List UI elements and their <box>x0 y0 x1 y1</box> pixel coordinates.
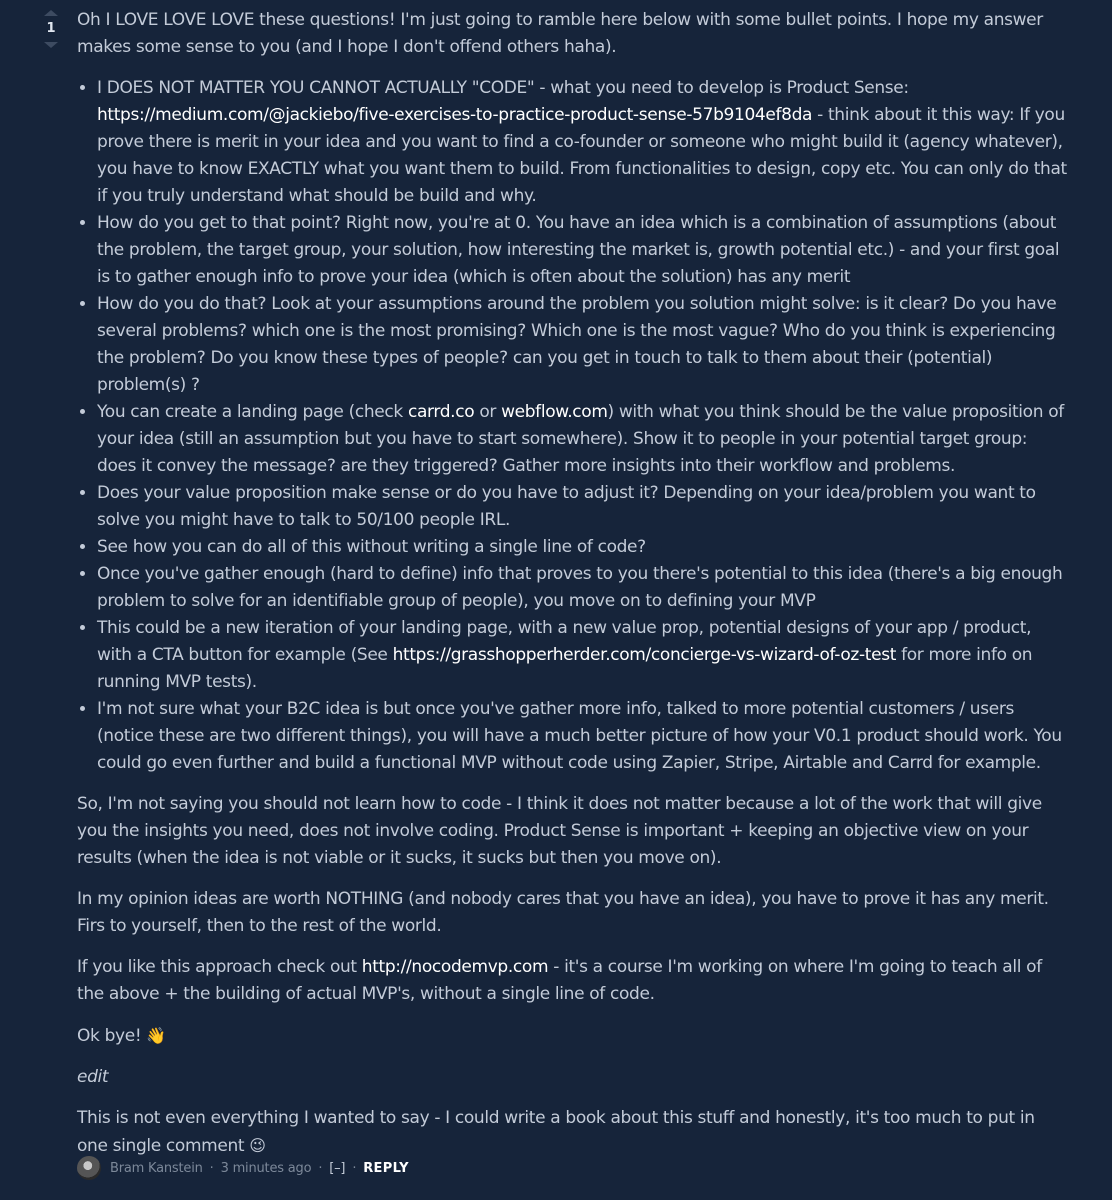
comment-body <box>77 7 1067 1174</box>
downvote-arrow-icon[interactable] <box>44 42 58 48</box>
vote-column <box>36 10 66 48</box>
paragraph-edit <box>77 1064 1067 1091</box>
comment-footer <box>77 1155 409 1181</box>
list-item: • How do you do that? Look at your assumptions around the problem you solution might solve: is it clear? Do you have several problems? which one is the most promising? Which one is the most vague? Who do you think is experiencing the problem? Do you know these types of people? can you get in touch to talk to them about their (potential) problem(s) ? <box>97 291 1067 399</box>
list-item: • I'm not sure what your B2C idea is but once you've gather more info, talked to more potential customers / users (notice these are two different things), you will have a much better picture of how your V0.1 product should work. You could go even further and build a functional MVP without code using Zapier, Stripe, Airtable and Carrd for example. <box>97 696 1067 777</box>
bullet-text: for more info on running MVP tests). <box>97 645 1033 692</box>
paragraph-bye <box>77 1022 1067 1050</box>
separator-dot: · <box>209 1160 214 1176</box>
waving-hand-icon: 👋 <box>146 1026 166 1045</box>
edit-label: edit <box>77 1067 109 1087</box>
final-text: This is not even everything I wanted to say - I could write a book about this stuff and honestly, it's too much to put in one single comment <box>77 1108 1035 1156</box>
comment-score: 1 <box>46 21 56 36</box>
bullet-text: or <box>474 402 502 422</box>
product-sense-link[interactable]: https://medium.com/@jackiebo/five-exercises-to-practice-product-sense-57b9104ef8da <box>97 105 813 125</box>
paragraph-learn-code: So, I'm not saying you should not learn how to code - I think it does not matter because a lot of the work that will give you the insights you need, does not involve coding. Product Sense is important + keeping an objective view on your results (when the idea is not viable or it sucks, it sucks but then you move on). <box>77 794 1042 868</box>
paragraph-ideas-worth: In my opinion ideas are worth NOTHING (and nobody cares that you have an idea), you have to prove it has any merit. Firs to yourself, then to the rest of the world. <box>77 889 1049 936</box>
avatar[interactable] <box>77 1156 101 1180</box>
winking-face-icon: 😉 <box>249 1136 266 1155</box>
paragraph-final <box>77 1105 1067 1160</box>
list-item: • See how you can do all of this without writing a single line of code? <box>97 534 1067 561</box>
intro-paragraph: Oh I LOVE LOVE LOVE these questions! I'm just going to ramble here below with some bullet points. I hope my answer makes some sense to you (and I hope I don't offend others haha). <box>77 10 1043 57</box>
webflow-link[interactable]: webflow.com <box>501 402 608 422</box>
paragraph-text: - it's a course I'm working on where I'm going to teach all of the above + the building of actual MVP's, without a single line of code. <box>77 957 1042 1004</box>
list-item <box>97 75 1067 210</box>
list-item <box>97 615 1067 696</box>
bullet-text: I DOES NOT MATTER YOU CANNOT ACTUALLY "CODE" - what you need to develop is Product Sense: <box>97 78 909 98</box>
bullet-text: ) with what you think should be the value proposition of your idea (still an assumption but you have to start somewhere). Show it to people in your potential target group: does it convey the message? are they triggered? Gather more insights into their workflow and problems. <box>97 402 1064 476</box>
bye-text: Ok bye! <box>77 1026 147 1046</box>
list-item: • Once you've gather enough (hard to define) info that proves to you there's potential to this idea (there's a big enough problem to solve for an identifiable group of people), you move on to defining your MVP <box>97 561 1067 615</box>
reply-button[interactable]: REPLY <box>363 1160 409 1176</box>
grasshopper-link[interactable]: https://grasshopperherder.com/concierge-vs-wizard-of-oz-test <box>392 645 897 665</box>
nocodemvp-link[interactable]: http://nocodemvp.com <box>361 957 549 977</box>
timestamp[interactable]: 3 minutes ago <box>220 1160 312 1176</box>
bullet-text: This could be a new iteration of your landing page, with a new value prop, potential designs of your app / product, with a CTA button for example (See <box>97 618 1032 665</box>
separator-dot: · <box>318 1160 323 1176</box>
bullet-list <box>77 75 1067 777</box>
author-name[interactable]: Bram Kanstein <box>110 1160 203 1176</box>
separator-dot: · <box>352 1160 357 1176</box>
carrd-link[interactable]: carrd.co <box>407 402 475 422</box>
paragraph-course <box>77 954 1067 1008</box>
bullet-text: - think about it this way: If you prove there is merit in your idea and you want to find a co-founder or someone who might build it (agency whatever), you have to know EXACTLY what you want them to build. From functionalities to design, copy etc. You can only do that if you truly understand what should be build and why. <box>97 105 1067 206</box>
list-item <box>97 399 1067 480</box>
upvote-arrow-icon[interactable] <box>44 10 58 16</box>
list-item: • Does your value proposition make sense or do you have to adjust it? Depending on your idea/problem you want to solve you might have to talk to 50/100 people IRL. <box>97 480 1067 534</box>
list-item: • How do you get to that point? Right now, you're at 0. You have an idea which is a combination of assumptions (about the problem, the target group, your solution, how interesting the market is, growth potential etc.) - and your first goal is to gather enough info to prove your idea (which is often about the solution) has any merit <box>97 210 1067 291</box>
collapse-button[interactable]: [–] <box>329 1160 346 1176</box>
paragraph-text: If you like this approach check out <box>77 957 362 977</box>
bullet-text: You can create a landing page (check <box>97 402 408 422</box>
